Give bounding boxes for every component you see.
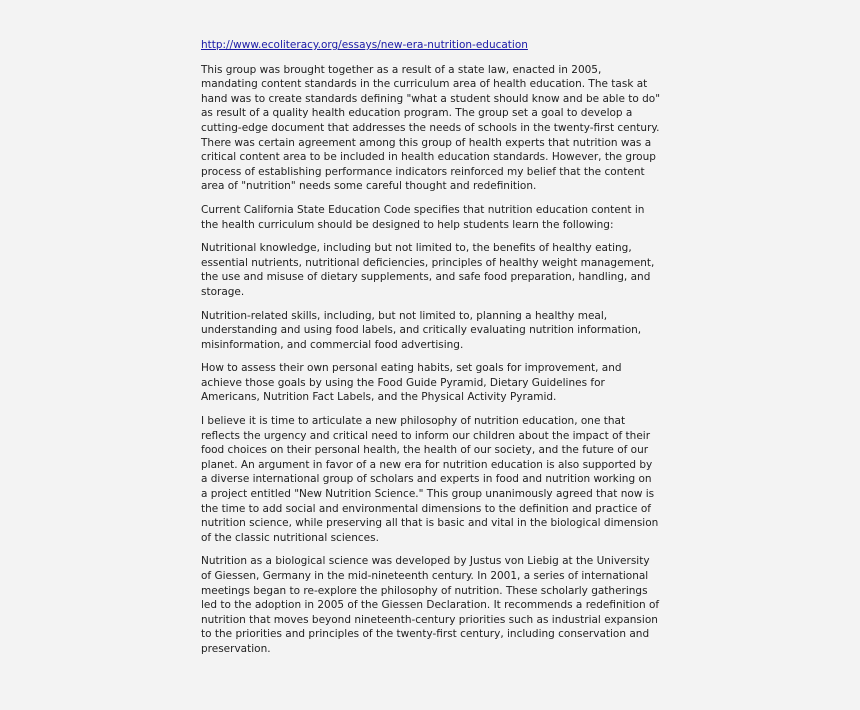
paragraph-nutritional-knowledge: Nutritional knowledge, including but not limited to, the benefits of healthy eating, essential nutrients, nutritional deficiencies, principles of healthy weight management, the use and misuse of dietary supplements, and safe food preparation, handling, and storage. (201, 242, 655, 298)
paragraph-new-philosophy: I believe it is time to articulate a new philosophy of nutrition education, one that reflects the urgency and critical need to inform our children about the impact of their food choices on their personal health, the health of our society, and the future of our planet. An argument in favor of a new era for nutrition education is also supported by a diverse international group of scholars and experts in food and nutrition working on a project entitled "New Nutrition Science." This group unanimously agreed that now is the time to add social and environmental dimensions to the definition and practice of nutrition science, while preserving all that is basic and vital in the biological dimension of the classic nutritional sciences. (201, 415, 659, 544)
paragraph-state-law: This group was brought together as a result of a state law, enacted in 2005, mandating content standards in the curriculum area of health education. The task at hand was to create standards defining "what a student should know and be able to do" as result of a quality health education program. The group set a goal to develop a cutting-edge document that addresses the needs of schools in the twenty-first century. There was certain agreement among this group of health experts that nutrition was a critical content area to be included in health education standards. However, the group process of establishing performance indicators reinforced my belief that the content area of "nutrition" needs some careful thought and redefinition. (201, 63, 661, 193)
source-link[interactable]: http://www.ecoliteracy.org/essays/new-era-nutrition-education (201, 39, 528, 51)
document-body (201, 38, 661, 666)
paragraph-eating-habits: How to assess their own personal eating habits, set goals for improvement, and achieve those goals by using the Food Guide Pyramid, Dietary Guidelines for Americans, Nutrition Fact Labels, and the Physical Activity Pyramid. (201, 362, 622, 404)
paragraph-nutrition-skills: Nutrition-related skills, including, but not limited to, planning a healthy meal, understanding and using food labels, and critically evaluating nutrition information, misinformation, and commercial food advertising. (201, 309, 642, 351)
paragraph-education-code: Current California State Education Code specifies that nutrition education content in the health curriculum should be designed to help students learn the following: (201, 203, 645, 231)
paragraph-biological-science: Nutrition as a biological science was developed by Justus von Liebig at the University of Giessen, Germany in the mid-nineteenth century. In 2001, a series of international meetings began to re-explore the philosophy of nutrition. These scholarly gatherings led to the adoption in 2005 of the Giessen Declaration. It recommends a redefinition of nutrition that moves beyond nineteenth-century priorities such as industrial expansion to the priorities and principles of the twenty-first century, including conservation and preservation. (201, 555, 660, 655)
